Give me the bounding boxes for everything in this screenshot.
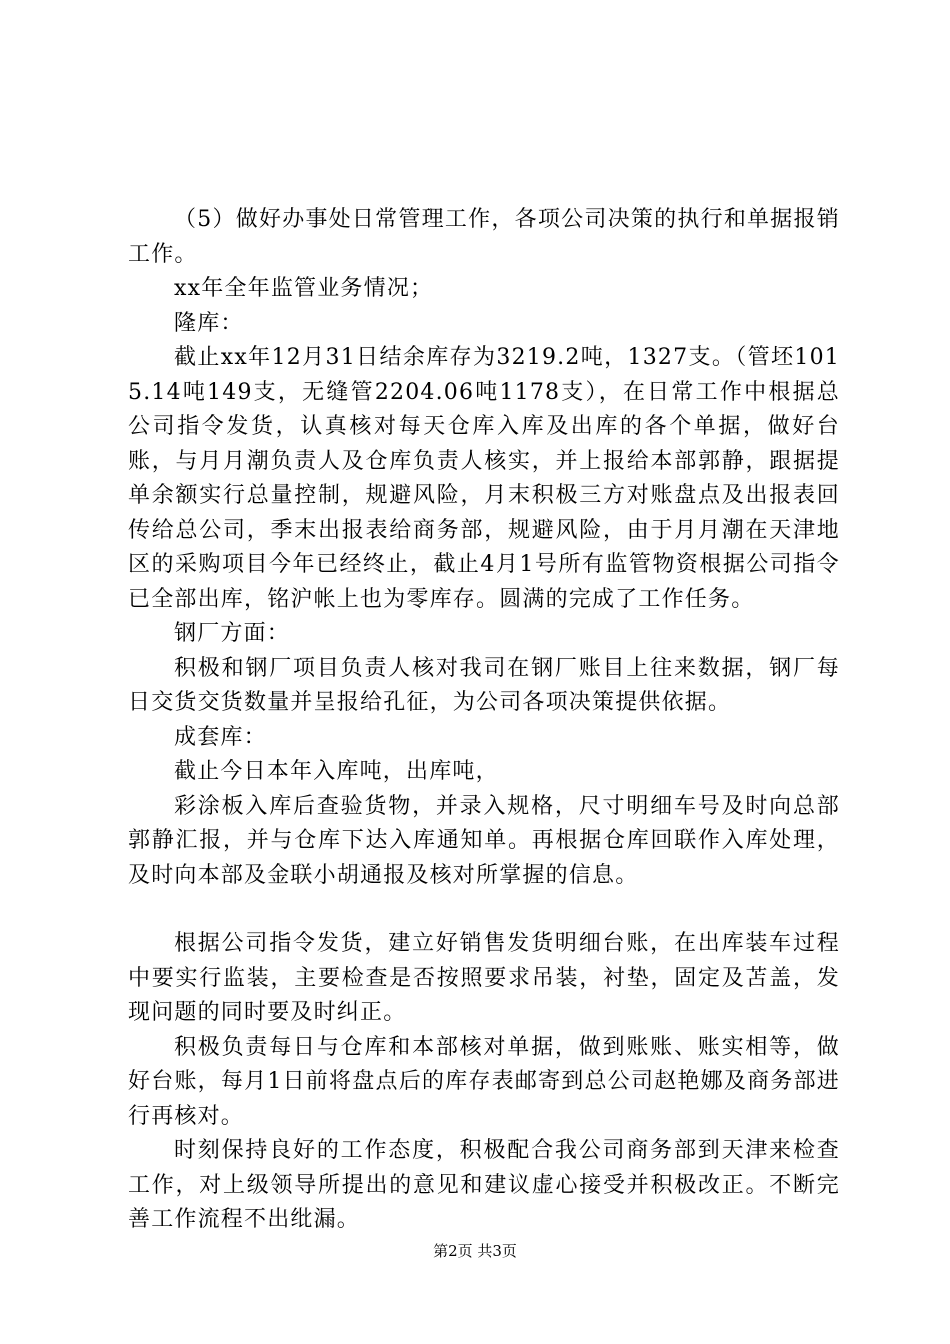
paragraph-coated-plate-process: 彩涂板入库后查验货物，并录入规格，尺寸明细车号及时向总部郭静汇报，并与仓库下达入库通知单。再根据仓库回联作入库处理，及时向本部及金联小胡通报及核对所掌握的信息。 — [128, 793, 840, 888]
paragraph-steel-mill-heading: 钢厂方面： — [174, 621, 291, 646]
paragraph-spacer — [128, 893, 840, 927]
paragraph-longku-inventory: 截止xx年12月31日结余库存为3219.2吨，1327支。（管坯1015.14吨149支，无缝管2204.06吨1178支），在日常工作中根据总公司指令发货，认真核对每天仓库入库及出库的各个单据，做好台账，与月月潮负责人及仓库负责人核实，并上报给本部郭静，跟据提单余额实行总量控制，规避风险，月末积极三方对账盘点及出报表回传给总公司，季末出报表给商务部，规避风险，由于月月潮在天津地区的采购项目今年已经终止，截止4月1号所有监管物资根据公司指令已全部出库，铭沪帐上也为零库存。圆满的完成了工作任务。 — [128, 345, 840, 612]
paragraph-steel-mill-details: 积极和钢厂项目负责人核对我司在钢厂账目上往来数据，钢厂每日交货交货数量并呈报给孔征，为公司各项决策提供依据。 — [128, 655, 840, 715]
paragraph-shipping-supervision: 根据公司指令发货，建立好销售发货明细台账，在出库装车过程中要实行监装，主要检查是否按照要求吊装，衬垫，固定及苫盖，发现问题的同时要及时纠正。 — [128, 931, 840, 1025]
paragraph-daily-reconciliation: 积极负责每日与仓库和本部核对单据，做到账账、账实相等，做好台账，每月1日前将盘点后的库存表邮寄到总公司赵艳娜及商务部进行再核对。 — [128, 1034, 840, 1129]
page-number-footer: 第2页 共3页 — [433, 1242, 517, 1260]
document-body — [128, 203, 840, 1238]
paragraph-longku-heading: 隆库： — [174, 310, 244, 336]
paragraph-annual-supervision-heading: xx年全年监管业务情况； — [174, 276, 434, 301]
paragraph-office-management: （5）做好办事处日常管理工作，各项公司决策的执行和单据报销工作。 — [128, 207, 840, 267]
paragraph-work-attitude: 时刻保持良好的工作态度，积极配合我公司商务部到天津来检查工作，对上级领导所提出的意见和建议虚心接受并积极改正。不断完善工作流程不出纰漏。 — [128, 1138, 840, 1232]
paragraph-chengtao-totals: 截止今日本年入库吨，出库吨， — [174, 759, 499, 784]
paragraph-chengtao-heading: 成套库： — [174, 724, 267, 750]
